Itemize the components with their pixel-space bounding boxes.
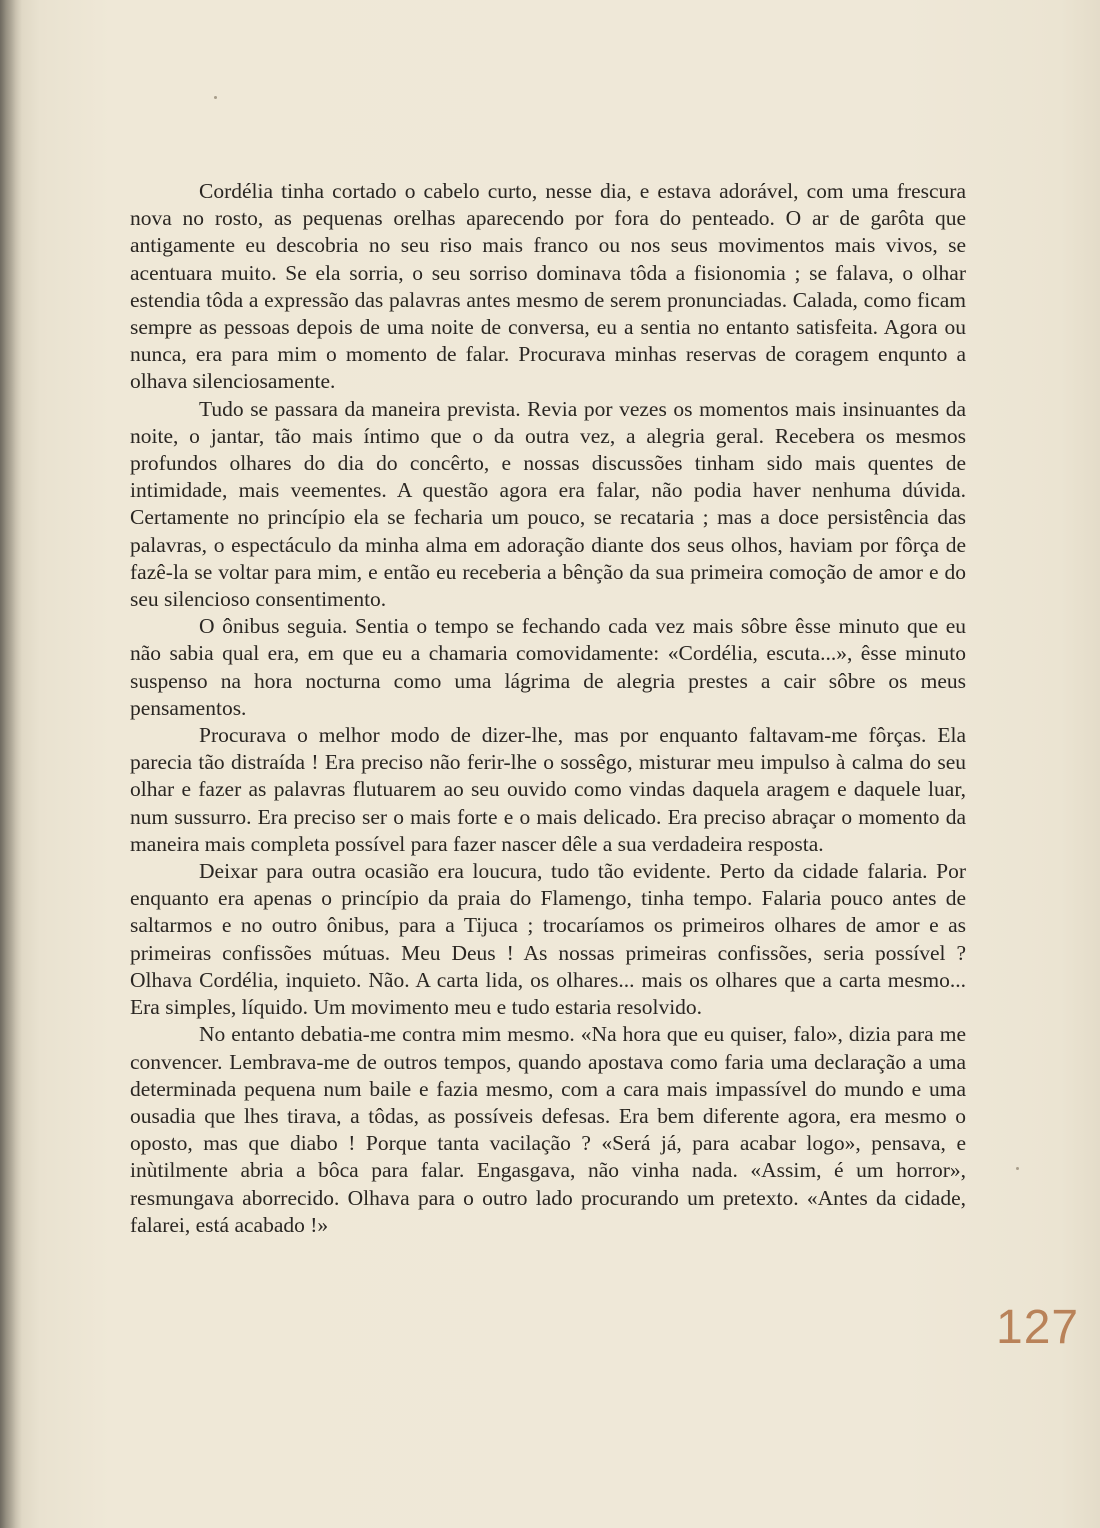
paragraph-3: O ônibus seguia. Sentia o tempo se fechando cada vez mais sôbre êsse minuto que eu não sabia qual era, em que eu a chamaria comovidamente: «Cordélia, escuta...», êsse minuto suspenso na hora nocturna como uma lágrima de alegria prestes a cair sôbre os meus pensamentos. <box>130 614 966 720</box>
paragraph-6: No entanto debatia-me contra mim mesmo. «Na hora que eu quiser, falo», dizia para me convencer. Lembrava-me de outros tempos, quando apostava como faria uma declaração a uma determinada pequena num baile e fazia mesmo, com a cara mais impassível do mundo e uma ousadia que lhes tirava, a tôdas, as possíveis defesas. Era bem diferente agora, era mesmo o oposto, mas que diabo ! Porque tanta vacilação ? «Será já, para acabar logo», pensava, e inùtilmente abria a bôca para falar. Engasgava, não vinha nada. «Assim, é um horror», resmungava aborrecido. Olhava para o outro lado procurando um pretexto. «Antes da cidade, falarei, está acabado !» <box>130 1022 966 1237</box>
paper-speck <box>1016 1167 1019 1170</box>
paper-speck <box>214 96 217 99</box>
paragraph-2: Tudo se passara da maneira prevista. Revia por vezes os momentos mais insinuantes da noite, o jantar, tão mais íntimo que o da outra vez, a alegria geral. Recebera os mesmos profundos olhares do dia do concêrto, e nossas discussões tinham sido mais quentes de intimidade, mais veementes. A questão agora era falar, não podia haver nenhuma dúvida. Certamente no princípio ela se fecharia um pouco, se recataria ; mas a doce persistência das palavras, o espectáculo da minha alma em adoração diante dos seus olhos, haviam por fôrça de fazê-la se voltar para mim, e então eu receberia a bênção da sua primeira comoção de amor e do seu silencioso consentimento. <box>130 396 966 612</box>
page-number: 127 <box>996 1301 1080 1354</box>
spine-shadow <box>0 0 22 1528</box>
body-text <box>130 178 966 1239</box>
paragraph-5: Deixar para outra ocasião era loucura, tudo tão evidente. Perto da cidade falaria. Por enquanto era apenas o princípio da praia do Flamengo, tinha tempo. Falaria pouco antes de saltarmos e no outro ônibus, para a Tijuca ; trocaríamos os primeiros olhares de amor e as primeiras confissões mútuas. Meu Deus ! As nossas primeiras confissões, seria possível ? Olhava Cordélia, inquieto. Não. A carta lida, os olhares... mais os olhares que a carta mesmo... Era simples, líquido. Um movimento meu e tudo estaria resolvido. <box>130 859 966 1020</box>
paragraph-1: Cordélia tinha cortado o cabelo curto, nesse dia, e estava adorável, com uma frescura nova no rosto, as pequenas orelhas aparecendo por fora do penteado. O ar de garôta que antigamente eu descobria no seu riso mais franco ou nos seus movimentos mais vivos, se acentuara muito. Se ela sorria, o seu sorriso dominava tôda a fisionomia ; se falava, o olhar estendia tôda a expressão das palavras antes mesmo de serem pronunciadas. Calada, como ficam sempre as pessoas depois de uma noite de conversa, eu a sentia no entanto satisfeita. Agora ou nunca, era para mim o momento de falar. Procurava minhas reservas de coragem enqunto a olhava silenciosamente. <box>130 179 966 394</box>
paragraph-4: Procurava o melhor modo de dizer-lhe, mas por enquanto faltavam-me fôrças. Ela parecia tão distraída ! Era preciso não ferir-lhe o sossêgo, misturar meu impulso à calma do seu olhar e fazer as palavras flutuarem ao seu ouvido como vindas daquela aragem e daquele luar, num sussurro. Era preciso ser o mais forte e o mais delicado. Era preciso abraçar o momento da maneira mais completa possível para fazer nascer dêle a sua verdadeira resposta. <box>130 723 966 856</box>
